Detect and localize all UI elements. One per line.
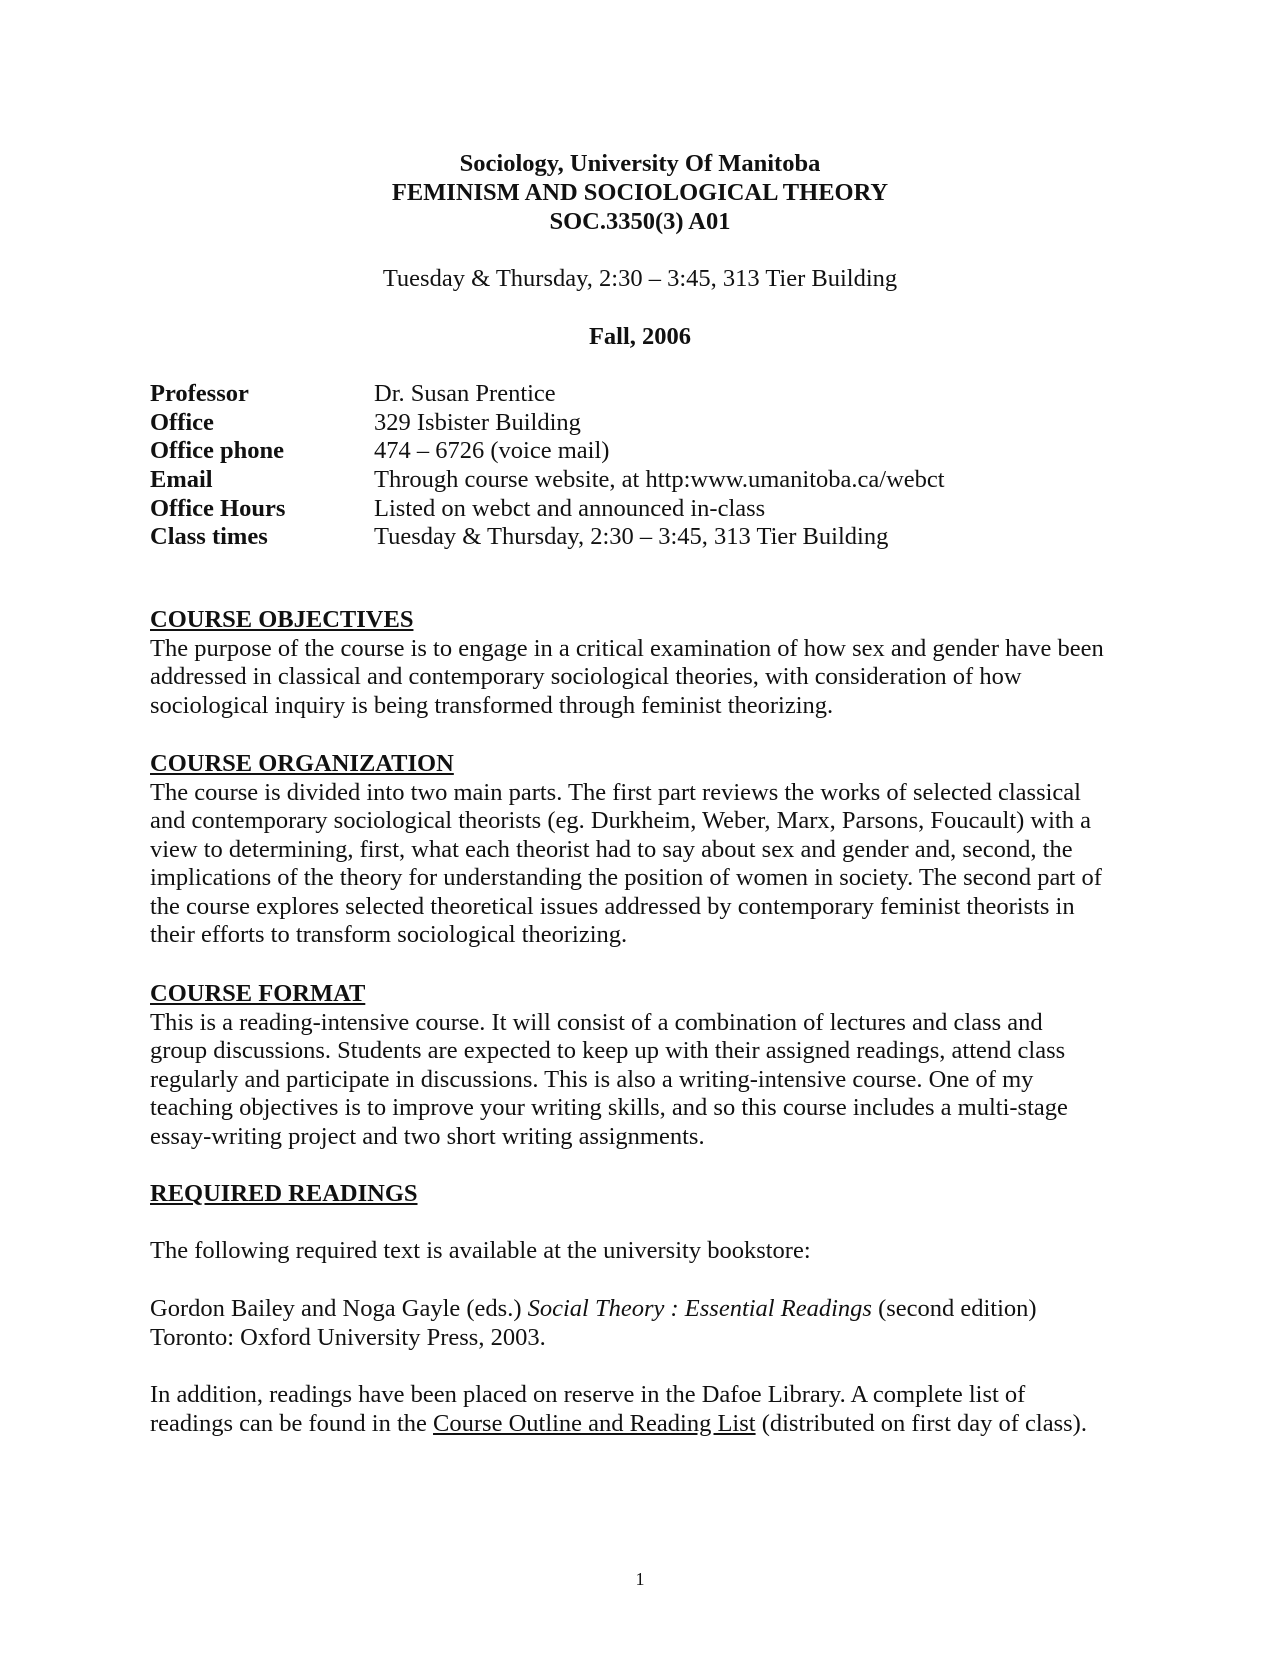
required-textbook	[150, 1295, 1150, 1352]
section-course-objectives	[150, 606, 1140, 720]
section-required-readings	[150, 1180, 1140, 1209]
info-label: Class times	[150, 523, 268, 551]
info-value: Through course website, at http:www.umanitoba.ca/webct	[374, 466, 945, 494]
section-heading: COURSE OBJECTIVES	[150, 606, 414, 633]
info-row-email	[150, 466, 1150, 495]
info-value: Dr. Susan Prentice	[374, 380, 556, 407]
text-line: their efforts to transform sociological theorizing.	[150, 921, 628, 948]
text-line: and contemporary sociological theorists (eg. Durkheim, Weber, Marx, Parsons, Foucault) with a	[150, 807, 1091, 834]
info-row-office	[150, 409, 1150, 438]
info-label: Email	[150, 466, 213, 494]
textbook-edition: (second edition)	[871, 1295, 1037, 1322]
text-line: The course is divided into two main parts. The first part reviews the works of selected classical	[150, 778, 1081, 806]
info-value: 474 – 6726 (voice mail)	[374, 437, 610, 465]
department-title: Sociology, University Of Manitoba	[459, 150, 821, 177]
textbook-citation	[150, 1295, 1150, 1324]
reserve-readings-note	[150, 1381, 1150, 1438]
info-value: Tuesday & Thursday, 2:30 – 3:45, 313 Tier Building	[374, 523, 889, 551]
text-line: group discussions. Students are expected to keep up with their assigned readings, attend class	[150, 1037, 1066, 1064]
text-line: teaching objectives is to improve your writing skills, and so this course includes a multi-stage	[150, 1094, 1068, 1121]
text-line: essay-writing project and two short writing assignments.	[150, 1122, 705, 1150]
info-row-office-phone	[150, 437, 1150, 466]
course-info-table	[150, 380, 1150, 552]
info-value: Listed on webct and announced in-class	[374, 494, 766, 522]
section-body	[150, 1009, 1140, 1152]
course-code: SOC.3350(3) A01	[549, 208, 731, 235]
textbook-authors: Gordon Bailey and Noga Gayle (eds.)	[150, 1295, 528, 1322]
section-body	[150, 779, 1140, 950]
text-line: The purpose of the course is to engage in a critical examination of how sex and gender have been	[150, 634, 1104, 662]
course-term: Fall, 2006	[588, 323, 692, 350]
info-row-class-times	[150, 523, 1150, 552]
text-line: sociological inquiry is being transformed through feminist theorizing.	[150, 691, 834, 719]
textbook-publisher: Toronto: Oxford University Press, 2003.	[150, 1323, 546, 1351]
course-title: FEMINISM AND SOCIOLOGICAL THEORY	[391, 179, 889, 206]
info-row-professor	[150, 380, 1150, 409]
section-heading: REQUIRED READINGS	[150, 1180, 418, 1207]
text-line: regularly and participate in discussions. This is also a writing-intensive course. One of my	[150, 1065, 1034, 1093]
info-label: Office	[150, 408, 214, 436]
text-line: the course explores selected theoretical issues addressed by contemporary feminist theorists in	[150, 892, 1075, 920]
text-line: addressed in classical and contemporary sociological theories, with consideration of how	[150, 663, 1022, 690]
info-label: Professor	[150, 380, 249, 407]
text-line: In addition, readings have been placed on reserve in the Dafoe Library. A complete list of	[150, 1381, 1026, 1408]
section-heading: COURSE ORGANIZATION	[150, 750, 454, 777]
info-value: 329 Isbister Building	[374, 408, 581, 436]
text-line: This is a reading-intensive course. It will consist of a combination of lectures and class and	[150, 1008, 1043, 1036]
course-schedule: Tuesday & Thursday, 2:30 – 3:45, 313 Tier Building	[382, 265, 898, 292]
info-row-office-hours	[150, 495, 1150, 524]
section-course-format	[150, 980, 1140, 1151]
course-outline-reference: Course Outline and Reading List	[433, 1409, 756, 1437]
readings-intro: The following required text is available at the university bookstore:	[150, 1237, 811, 1264]
text-fragment: (distributed on first day of class).	[755, 1409, 1087, 1437]
text-line: implications of the theory for understanding the position of women in society. The second part of	[150, 864, 1102, 891]
section-course-organization	[150, 750, 1140, 950]
textbook-title: Social Theory : Essential Readings	[527, 1295, 872, 1322]
text-line	[150, 1410, 1150, 1439]
section-heading: COURSE FORMAT	[150, 980, 366, 1007]
section-body	[150, 635, 1140, 721]
page-number: 1	[635, 1569, 645, 1589]
text-fragment: readings can be found in the	[150, 1409, 434, 1437]
text-line: view to determining, first, what each theorist had to say about sex and gender and, second, the	[150, 835, 1073, 863]
info-label: Office Hours	[150, 494, 286, 522]
info-label: Office phone	[150, 437, 285, 465]
